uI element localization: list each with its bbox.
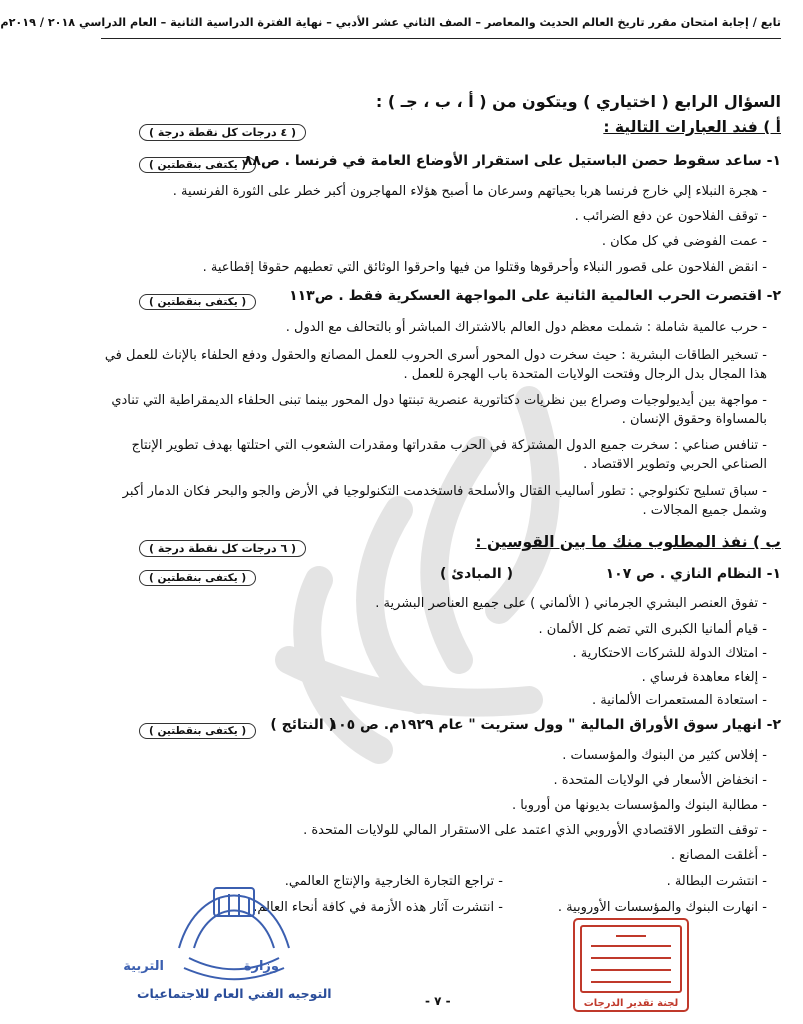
item-b2-bullet-left: - تراجع التجارة الخارجية والإنتاج العالمي. [284, 874, 503, 889]
item-a2-bullet: - تنافس صناعي : سخرت جميع الدول المشتركة في الحرب مقدراتها ومقدرات الشعوب التي احتلتها بهدف تطوير الإنتاج الصناعي الحربي وتطوير الاقتصاد . [131, 438, 767, 472]
item-b2-bullet: - انهارت البنوك والمؤسسات الأوروبية . [557, 900, 767, 915]
item-b2-bullet-left: - انتشرت آثار هذه الأزمة في كافة أنحاء العالم. [253, 900, 503, 915]
item-b2-bullet: - انتشرت البطالة . [666, 874, 767, 889]
page-number: - ٧ - [425, 994, 451, 1008]
item-a1-title: ١- ساعد سقوط حصن الباستيل على استقرار الأوضاع العامة في فرنسا . ص٨٨ [243, 153, 781, 169]
item-a1-note: ( يكتفى بنقطتين ) [139, 157, 256, 173]
item-a2-bullet: - مواجهة بين أيديولوجيات وصراع بين نظريات دكتاتورية عنصرية تبنتها دول المحور بينما تبنى الحلفاء الديمقراطية التي تنادي بالمساواة وحقوق الإنسان . [111, 393, 767, 427]
svg-text:التربية: التربية [123, 959, 164, 974]
item-b1-title: ١- النظام النازي . ص ١٠٧ [605, 566, 781, 582]
section-a-badge: ( ٤ درجات كل نقطة درجة ) [139, 124, 306, 141]
grading-committee-stamp [571, 916, 691, 1014]
item-b2-request: ( النتائج ) [270, 717, 335, 733]
item-a2-bullet: - سباق تسليح تكنولوجي : تطور أساليب القتال والأسلحة فاستخدمت التكنولوجيا في الأرض والجو والبحر فكان الدمار أكبر وشمل جميع المجالات . [122, 484, 767, 518]
item-a1-bullet: - هجرة النبلاء إلي خارج فرنسا هربا بحياتهم وسرعان ما أصبح هؤلاء المهاجرون أكبر خطر على الثورة الفرنسية . [172, 184, 767, 199]
item-a2-bullet: - تسخير الطاقات البشرية : حيث سخرت دول المحور أسرى الحروب للعمل المصانع والحقول ودفع الحلفاء بالإناث للعمل في هذا المجال بدل الرجال وفتحت الولايات المتحدة باب الهجرة للعمل . [104, 348, 767, 382]
stamp-left-caption: التوجيه الفني العام للاجتماعيات [137, 986, 332, 1001]
item-b1-bullet: - امتلاك الدولة للشركات الاحتكارية . [572, 646, 767, 661]
item-b1-bullet: - تفوق العنصر البشري الجرماني ( الألماني ) على جميع العناصر البشرية . [375, 596, 767, 611]
page-header: تابع / إجابة امتحان مقرر تاريخ العالم الحديث والمعاصر – الصف الثاني عشر الأدبي – نهاية الفترة الدراسية الثانية – العام الدراسي ٢٠١٨ / ٢٠١٩م [0, 16, 781, 29]
item-b1-note: ( يكتفى بنقطتين ) [139, 570, 256, 586]
item-b2-note: ( يكتفى بنقطتين ) [139, 723, 256, 739]
item-a2-note: ( يكتفى بنقطتين ) [139, 294, 256, 310]
item-b2-bullet: - توقف التطور الاقتصادي الأوروبي الذي اعتمد على الاستقرار المالي للولايات المتحدة . [303, 823, 767, 838]
svg-text:وزارة: وزارة [243, 959, 279, 974]
item-b2-bullet: - إفلاس كثير من البنوك والمؤسسات . [562, 748, 767, 763]
item-a1-bullet: - انقض الفلاحون على قصور النبلاء وأحرقوها وقتلوا من فيها واحرقوا الوثائق التي تعطيهم حقوقا إقطاعية . [202, 260, 767, 275]
item-b1-bullet: - قيام ألمانيا الكبرى التي تضم كل الألمان . [538, 622, 767, 637]
item-b2-bullet: - مطالبة البنوك والمؤسسات بديونها من أوروبا . [511, 798, 767, 813]
header-rule [101, 38, 781, 39]
item-a1-bullet: - عمت الفوضى في كل مكان . [601, 234, 767, 249]
section-a-title: أ ) فند العبارات التالية : [603, 118, 781, 136]
item-b2-bullet: - انخفاض الأسعار في الولايات المتحدة . [553, 773, 767, 788]
item-b2-bullet: - أغلقت المصانع . [670, 848, 767, 863]
item-a2-bullet: - حرب عالمية شاملة : شملت معظم دول العالم بالاشتراك المباشر أو بالتحالف مع الدول . [285, 320, 767, 335]
question-title: السؤال الرابع ( اختياري ) ويتكون من ( أ ، ب ، جـ ) : [375, 92, 781, 111]
item-b2-title: ٢- انهيار سوق الأوراق المالية " وول ستريت " عام ١٩٢٩م. ص ١٠٥ [329, 717, 781, 733]
ministry-emblem-stamp [123, 858, 309, 988]
item-a2-title: ٢- اقتصرت الحرب العالمية الثانية على المواجهة العسكرية فقط . ص١١٣ [289, 288, 781, 304]
item-b1-bullet: - استعادة المستعمرات الألمانية . [591, 693, 767, 708]
section-b-title: ب ) نفذ المطلوب منك ما بين القوسين : [475, 533, 781, 551]
item-a1-bullet: - توقف الفلاحون عن دفع الضرائب . [574, 209, 767, 224]
section-b-badge: ( ٦ درجات كل نقطة درجة ) [139, 540, 306, 557]
item-b1-bullet: - إلغاء معاهدة فرساي . [641, 670, 767, 685]
stamp-right-caption: لجنة تقدير الدرجات [583, 998, 679, 1009]
item-b1-request: ( المبادئ ) [440, 566, 513, 582]
